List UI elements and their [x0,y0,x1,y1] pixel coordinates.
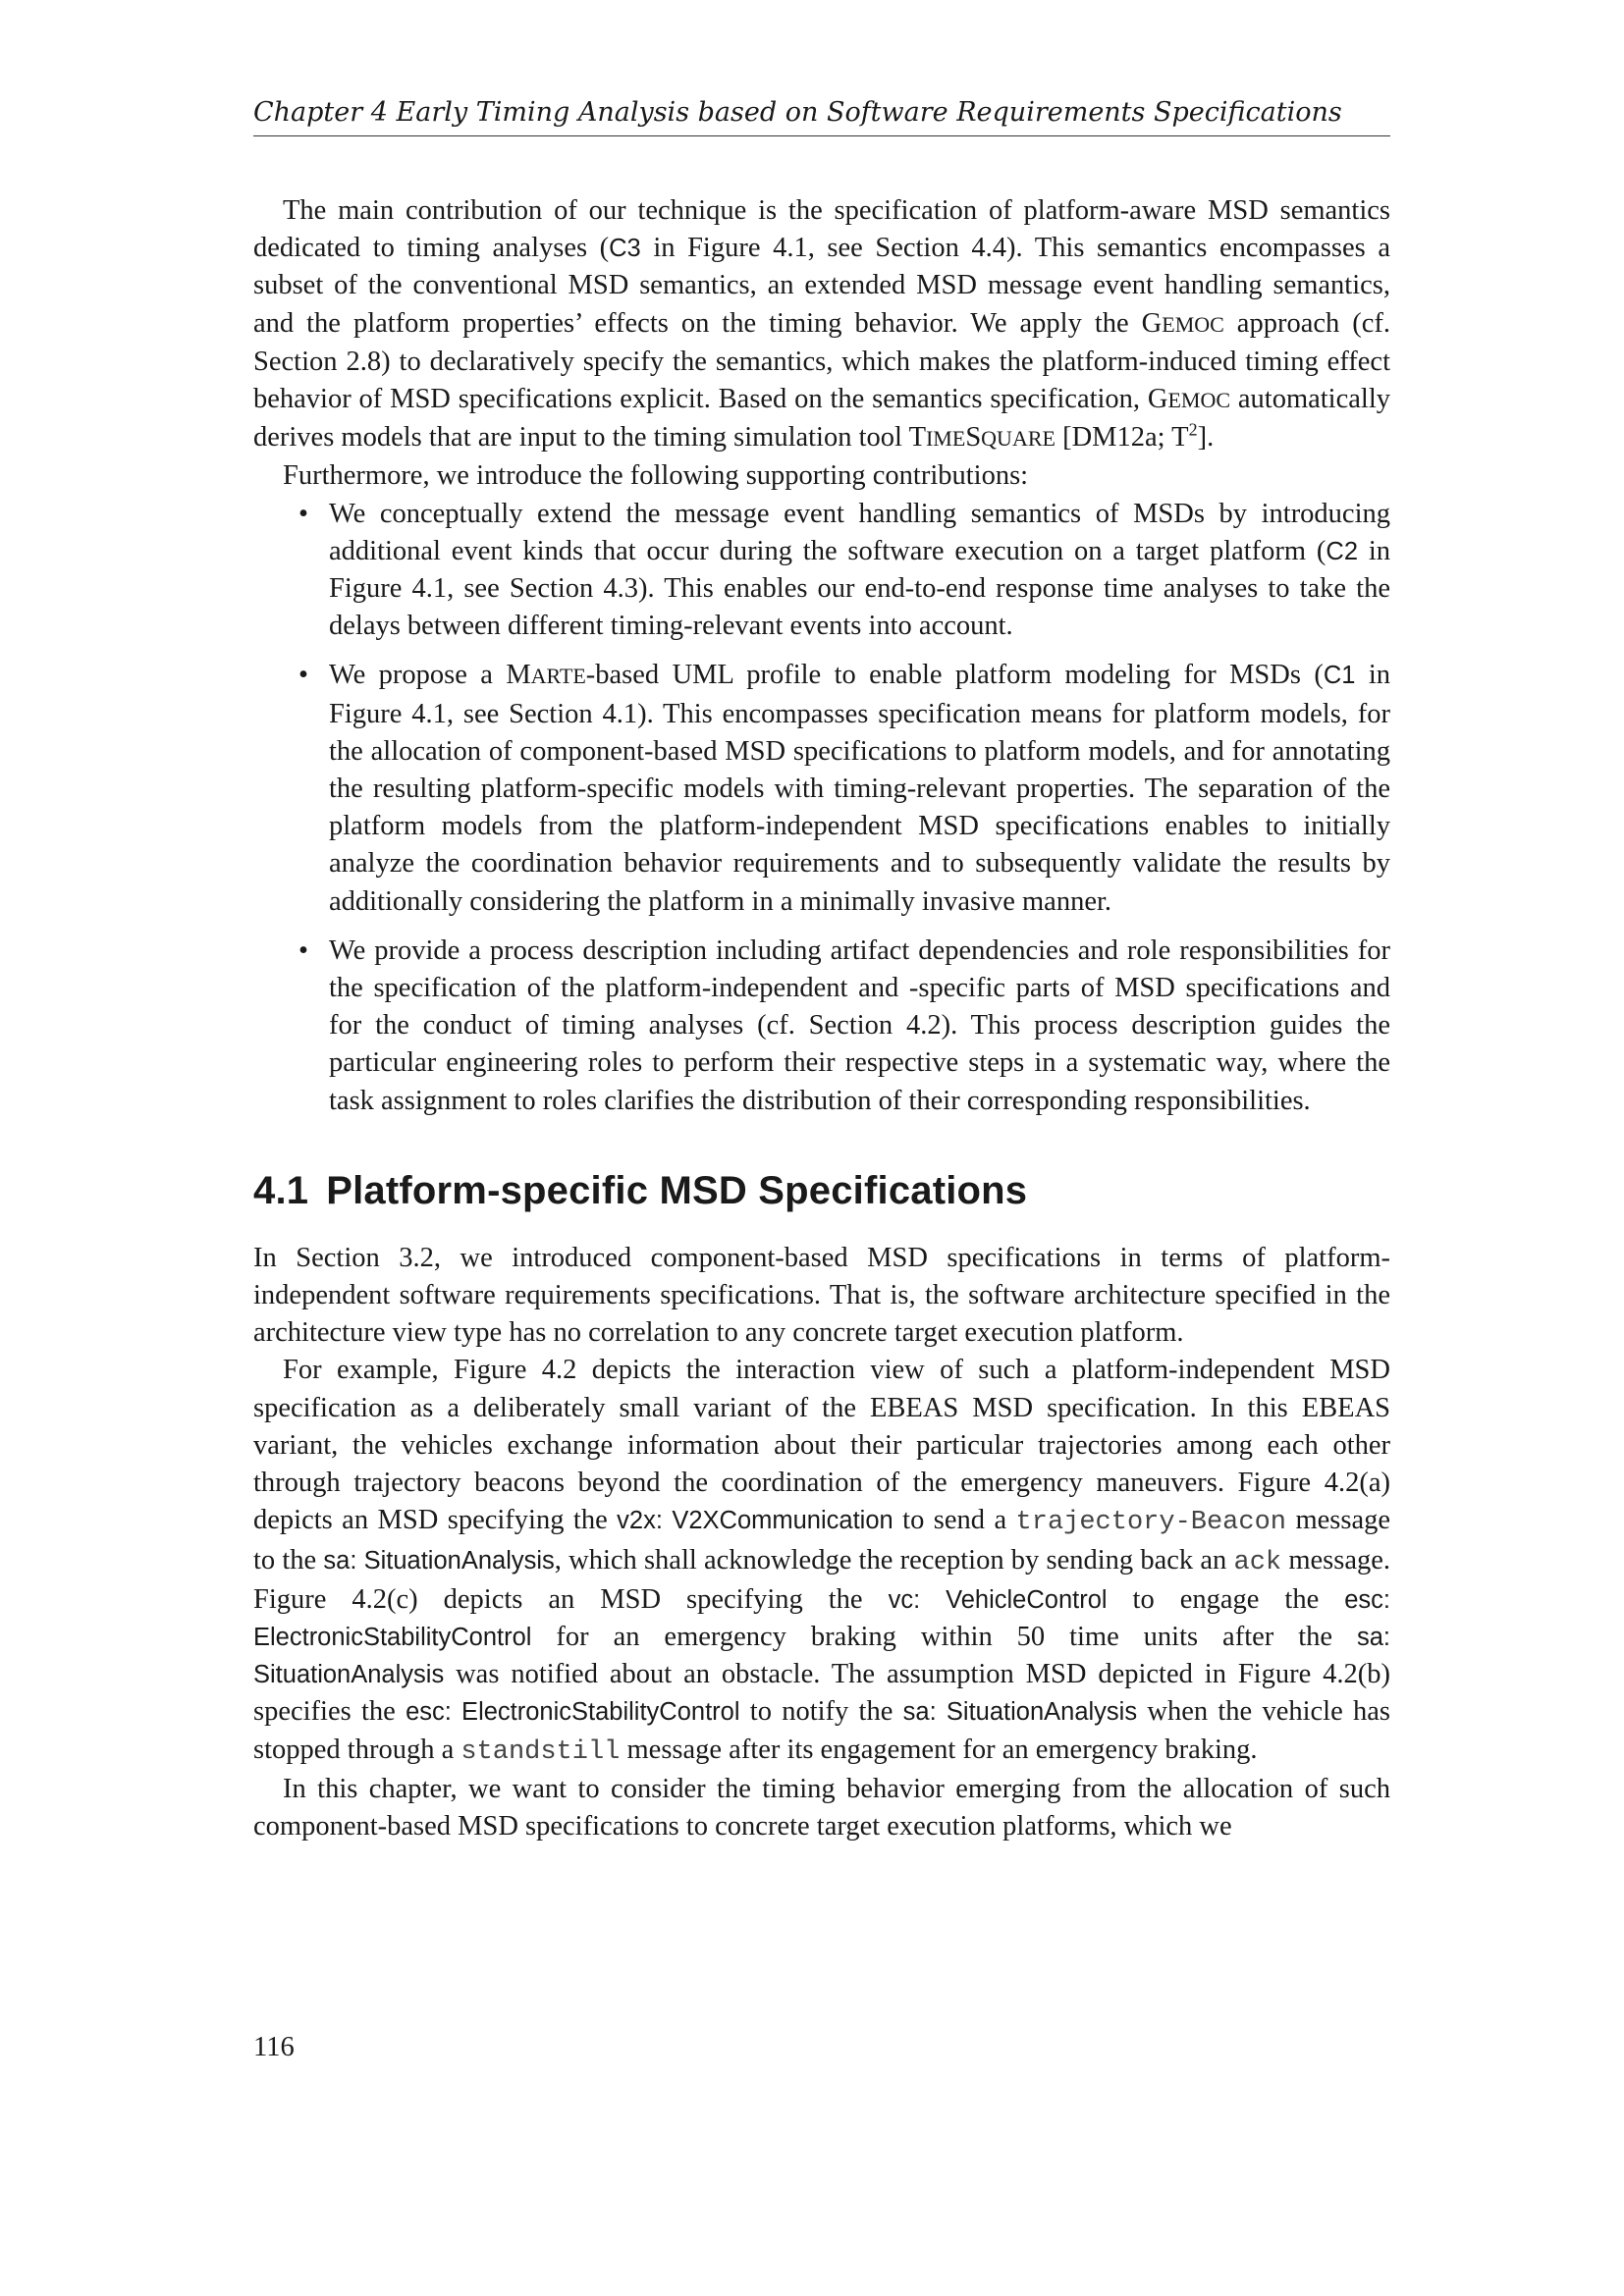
page-body [253,192,1390,1845]
page-number: 116 [253,2032,295,2062]
list-item: • We conceptually extend the message event handling semantics of MSDs by introducing additional event kinds that occur during the software execution on a target platform (C2 in Figure 4.1, see Section 4.3). This enables our end-to-end response time analyses to take the delays between different timing-relevant events into account. [253,496,1390,646]
section-heading [253,1165,1390,1216]
section-title: Platform-specific MSD Specifications [326,1168,1028,1212]
intro-paragraph: The main contribution of our technique is the specification of platform-aware MSD semantics dedicated to timing analyses (C3 in Figure 4.1, see Section 4.4). This semantics encompasses a subset of the conventional MSD semantics, an extended MSD message event handling semantics, and the platform properties’ effects on the timing behavior. We apply the GEMOC approach (cf. Section 2.8) to declaratively specify the semantics, which makes the platform-induced timing effect behavior of MSD specifications explicit. Based on the semantics specification, GEMOC automatically derives models that are input to the timing simulation tool TIMESQUARE [DM12a; $T^2$]. [253,195,1390,454]
intro-lead-in: Furthermore, we introduce the following supporting contributions: [283,460,1029,492]
section-number: 4.1 [253,1168,309,1212]
contribution-list [253,496,1390,1120]
section-paragraph: In Section 3.2, we introduced component-based MSD specifications in terms of platform-independent software requirements specifications. That is, the software architecture specified in the architecture view type has no correlation to any concrete target execution platform. [253,1242,1390,1349]
list-item: • We provide a process description including artifact dependencies and role responsibilities for the specification of the platform-independent and -specific parts of MSD specifications and for the conduct of timing analyses (cf. Section 4.2). This process description guides the particular engineering roles to perform their respective steps in a systematic way, where the task assignment to roles clarifies the distribution of their corresponding responsibilities. [253,933,1390,1120]
example-paragraph: For example, Figure 4.2 depicts the interaction view of such a platform-independent MSD specification as a deliberately small variant of the EBEAS MSD specification. In this EBEAS variant, the vehicles exchange information about their particular trajectories among each other through trajectory beacons beyond the coordination of the emergency maneuvers. Figure 4.2(a) depicts an MSD specifying the v2x: V2XCommunication to send a trajectory-Beacon message to the sa: SituationAnalysis, which shall acknowledge the reception by sending back an ack message. Figure 4.2(c) depicts an MSD specifying the vc: VehicleControl to engage the esc: ElectronicStabilityControl for an emergency braking within 50 time units after the sa: SituationAnalysis was notified about an obstacle. The assumption MSD depicted in Figure 4.2(b) specifies the esc: ElectronicStabilityControl to notify the sa: SituationAnalysis when the vehicle has stopped through a standstill message after its engagement for an emergency braking. [253,1355,1391,1767]
running-header: Chapter 4 Early Timing Analysis based on Software Requirements Specifications [253,94,1390,136]
closing-paragraph: In this chapter, we want to consider the timing behavior emerging from the allocation of such component-based MSD specifications to concrete target execution platforms, which we [253,1773,1390,1842]
list-item: • We propose a MARTE-based UML profile to enable platform modeling for MSDs (C1 in Figure 4.1, see Section 4.1). This encompasses specification means for platform models, for the allocation of component-based MSD specifications to platform models, and for annotating the resulting platform-specific models with timing-relevant properties. The separation of the platform models from the platform-independent MSD specifications enables to initially analyze the coordination behavior requirements and to subsequently validate the results by additionally considering the platform in a minimally invasive manner. [253,657,1390,920]
